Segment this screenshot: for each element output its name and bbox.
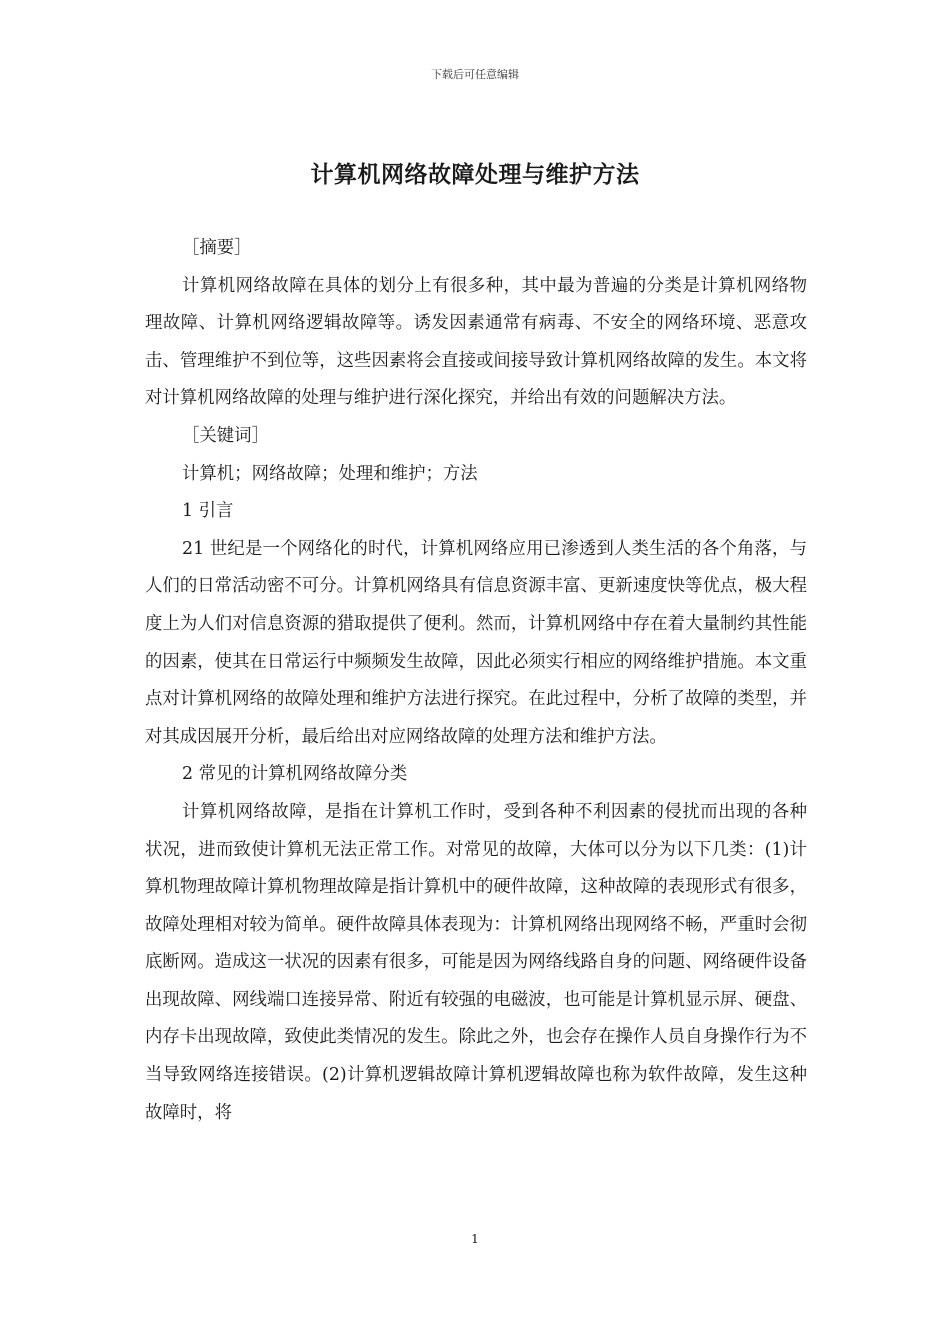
document-title: 计算机网络故障处理与维护方法 [310, 161, 640, 188]
section2-text: 计算机网络故障，是指在计算机工作时，受到各种不利因素的侵扰而出现的各种状况，进而致使计算机无法正常工作。对常见的故障，大体可以分为以下几类：(1)计算机物理故障计算机物理故障是指计算机中的硬件故障，这种故障的表现形式有很多，故障处理相对较为简单。硬件故障具体表现为：计算机网络出现网络不畅，严重时会彻底断网。造成这一状况的因素有很多，可能是因为网络线路自身的问题、网络硬件设备出现故障、网线端口连接异常、附近有较强的电磁波，也可能是计算机显示屏、硬盘、内存卡出现故障，致使此类情况的发生。除此之外，也会存在操作人员自身操作行为不当导致网络连接错误。(2)计算机逻辑故障计算机逻辑故障也称为软件故障，发生这种故障时，将 [145, 801, 807, 1123]
keywords-text: 计算机；网络故障；处理和维护；方法 [182, 463, 478, 484]
keywords-heading: ［关键词］ [182, 425, 269, 446]
section2-heading: 2 常见的计算机网络故障分类 [182, 764, 408, 785]
header-note: 下载后可任意编辑 [431, 68, 519, 81]
abstract-text: 计算机网络故障在具体的划分上有很多种，其中最为普遍的分类是计算机网络物理故障、计算机网络逻辑故障等。诱发因素通常有病毒、不安全的网络环境、恶意攻击、管理维护不到位等，这些因素将会直接或间接导致计算机网络故障的发生。本文将对计算机网络故障的处理与维护进行深化探究，并给出有效的问题解决方法。 [145, 275, 807, 409]
document-body [145, 230, 807, 1132]
section1-heading: 1 引言 [182, 501, 234, 522]
page-number: 1 [471, 1232, 479, 1246]
abstract-heading: ［摘要］ [182, 238, 252, 258]
section1-text: 21 世纪是一个网络化的时代，计算机网络应用已渗透到人类生活的各个角落，与人们的日常活动密不可分。计算机网络具有信息资源丰富、更新速度快等优点，极大程度上为人们对信息资源的猎取提供了便利。然而，计算机网络中存在着大量制约其性能的因素，使其在日常运行中频频发生故障，因此必须实行相应的网络维护措施。本文重点对计算机网络的故障处理和维护方法进行探究。在此过程中，分析了故障的类型，并对其成因展开分析，最后给出对应网络故障的处理方法和维护方法。 [145, 538, 807, 747]
